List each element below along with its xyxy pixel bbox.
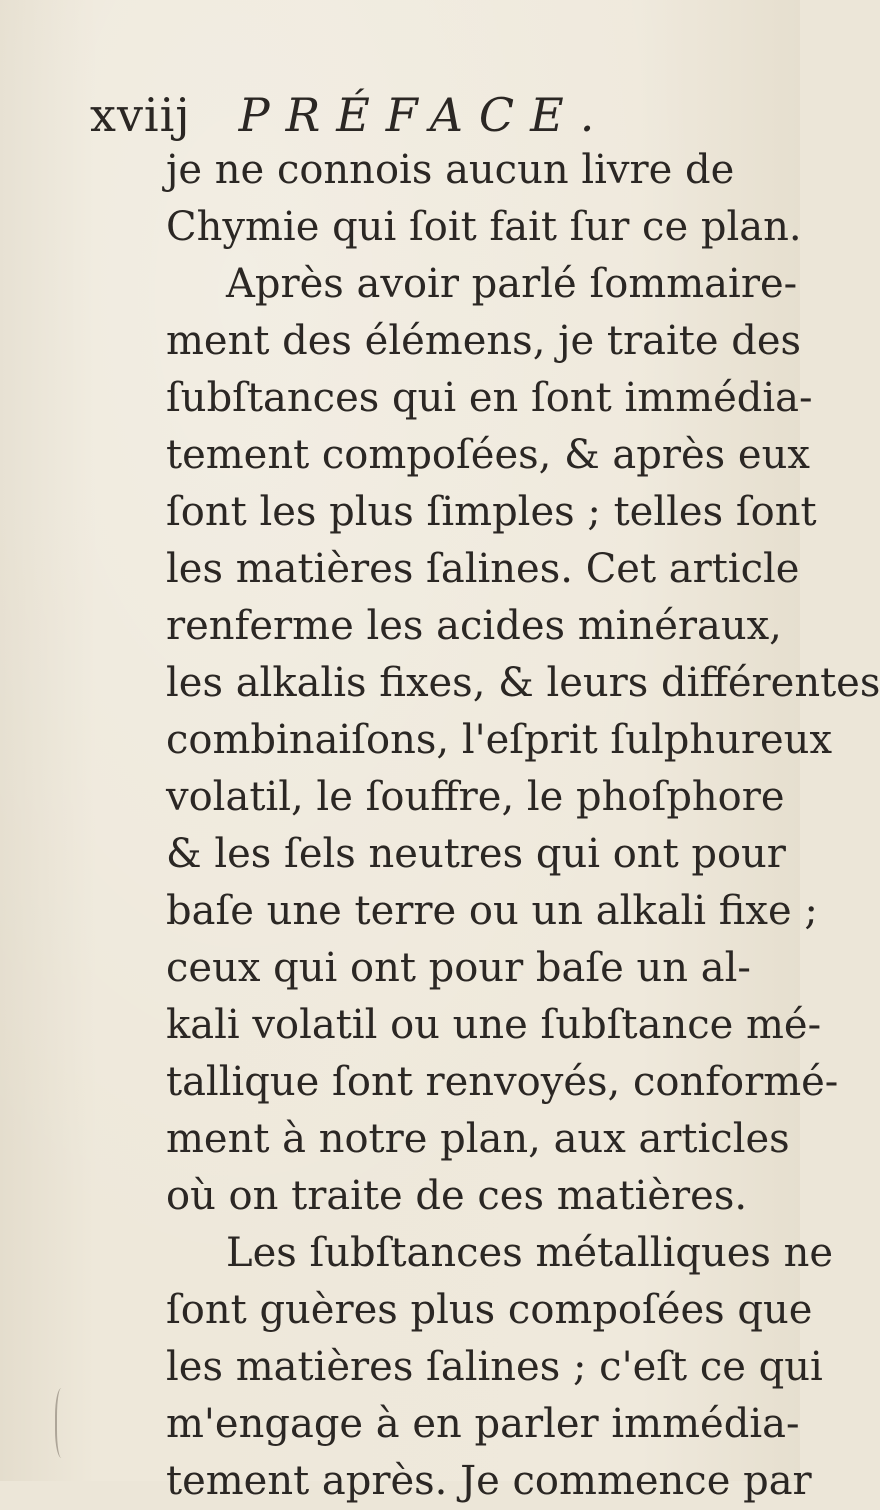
text-line: je ne connois aucun livre de [166, 147, 735, 193]
text-line: ſont guères plus compoſées que [166, 1287, 813, 1333]
text-line: où on traite de ces matières. [166, 1173, 748, 1219]
text-line: les alkalis fixes, & leurs différentes [166, 660, 880, 706]
margin-ink-mark [55, 1388, 71, 1458]
text-line: Chymie qui ſoit fait ſur ce plan. [166, 204, 802, 250]
text-line: volatil, le ſouffre, le phoſphore [166, 774, 785, 820]
running-head: PRÉFACE. [238, 88, 611, 142]
body-text [166, 142, 880, 1510]
text-line: ceux qui ont pour baſe un al- [166, 945, 751, 991]
page-header [90, 88, 610, 148]
text-line: kali volatil ou une ſubſtance mé- [166, 1002, 822, 1048]
text-line: les matières ſalines. Cet article [166, 546, 800, 592]
text-line: tement compoſées, & après eux [166, 432, 810, 478]
text-line: ſubſtances qui en ſont immédia- [166, 375, 813, 421]
text-line: les matières ſalines ; c'eſt ce qui [166, 1344, 823, 1390]
text-line: Les ſubſtances métalliques ne [226, 1230, 834, 1276]
text-line: & les ſels neutres qui ont pour [166, 831, 786, 877]
text-line: tallique ſont renvoyés, conformé- [166, 1059, 839, 1105]
page-number: xviij [90, 88, 191, 142]
text-line: baſe une terre ou un alkali fixe ; [166, 888, 818, 934]
text-line: ment des élémens, je traite des [166, 318, 802, 364]
text-line: tement après. Je commence par [166, 1458, 812, 1504]
text-line: Après avoir parlé ſommaire- [226, 261, 798, 307]
text-line: combinaiſons, l'eſprit ſulphureux [166, 717, 832, 763]
text-line: ment à notre plan, aux articles [166, 1116, 790, 1162]
text-line: ſont les plus ſimples ; telles ſont [166, 489, 817, 535]
text-line: renferme les acides minéraux, [166, 603, 782, 649]
text-line: m'engage à en parler immédia- [166, 1401, 800, 1447]
